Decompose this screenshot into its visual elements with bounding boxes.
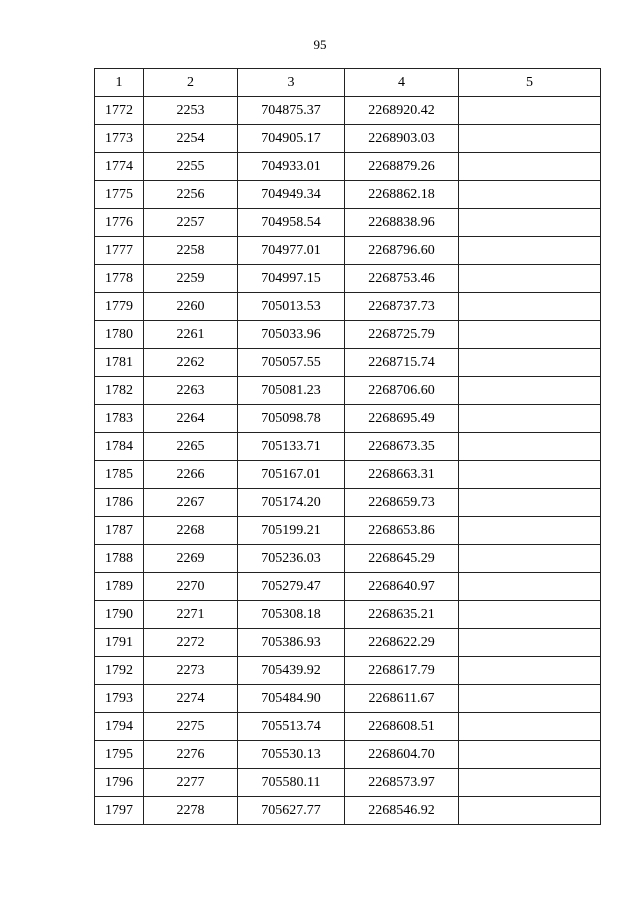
note-cell xyxy=(459,237,601,265)
point-number-cell: 2266 xyxy=(144,461,238,489)
table-row xyxy=(95,517,601,545)
y-coordinate-cell: 2268862.18 xyxy=(345,181,459,209)
x-coordinate-cell: 705199.21 xyxy=(238,517,345,545)
point-number-cell: 2275 xyxy=(144,713,238,741)
x-coordinate-cell: 705308.18 xyxy=(238,601,345,629)
table-row xyxy=(95,461,601,489)
y-coordinate-cell: 2268753.46 xyxy=(345,265,459,293)
row-number-cell: 1792 xyxy=(95,657,144,685)
note-cell xyxy=(459,125,601,153)
note-cell xyxy=(459,377,601,405)
y-coordinate-cell: 2268573.97 xyxy=(345,769,459,797)
row-number-cell: 1785 xyxy=(95,461,144,489)
row-number-cell: 1794 xyxy=(95,713,144,741)
note-cell xyxy=(459,797,601,825)
table-header-row xyxy=(95,69,601,97)
x-coordinate-cell: 704977.01 xyxy=(238,237,345,265)
note-cell xyxy=(459,741,601,769)
y-coordinate-cell: 2268645.29 xyxy=(345,545,459,573)
row-number-cell: 1789 xyxy=(95,573,144,601)
point-number-cell: 2262 xyxy=(144,349,238,377)
table-row xyxy=(95,657,601,685)
note-cell xyxy=(459,293,601,321)
x-coordinate-cell: 705386.93 xyxy=(238,629,345,657)
row-number-cell: 1783 xyxy=(95,405,144,433)
column-header-1: 1 xyxy=(95,69,144,97)
y-coordinate-cell: 2268635.21 xyxy=(345,601,459,629)
row-number-cell: 1778 xyxy=(95,265,144,293)
note-cell xyxy=(459,461,601,489)
note-cell xyxy=(459,685,601,713)
row-number-cell: 1790 xyxy=(95,601,144,629)
table-row xyxy=(95,601,601,629)
table-row xyxy=(95,321,601,349)
row-number-cell: 1775 xyxy=(95,181,144,209)
row-number-cell: 1773 xyxy=(95,125,144,153)
table-row xyxy=(95,629,601,657)
note-cell xyxy=(459,209,601,237)
point-number-cell: 2268 xyxy=(144,517,238,545)
y-coordinate-cell: 2268608.51 xyxy=(345,713,459,741)
y-coordinate-cell: 2268659.73 xyxy=(345,489,459,517)
table-row xyxy=(95,685,601,713)
x-coordinate-cell: 704997.15 xyxy=(238,265,345,293)
note-cell xyxy=(459,489,601,517)
row-number-cell: 1787 xyxy=(95,517,144,545)
column-header-3: 3 xyxy=(238,69,345,97)
row-number-cell: 1777 xyxy=(95,237,144,265)
x-coordinate-cell: 704875.37 xyxy=(238,97,345,125)
table-row xyxy=(95,797,601,825)
x-coordinate-cell: 705098.78 xyxy=(238,405,345,433)
row-number-cell: 1795 xyxy=(95,741,144,769)
x-coordinate-cell: 705167.01 xyxy=(238,461,345,489)
row-number-cell: 1772 xyxy=(95,97,144,125)
x-coordinate-cell: 705580.11 xyxy=(238,769,345,797)
point-number-cell: 2253 xyxy=(144,97,238,125)
table-row xyxy=(95,377,601,405)
note-cell xyxy=(459,181,601,209)
table-row xyxy=(95,125,601,153)
row-number-cell: 1784 xyxy=(95,433,144,461)
y-coordinate-cell: 2268737.73 xyxy=(345,293,459,321)
point-number-cell: 2270 xyxy=(144,573,238,601)
x-coordinate-cell: 705627.77 xyxy=(238,797,345,825)
note-cell xyxy=(459,573,601,601)
row-number-cell: 1781 xyxy=(95,349,144,377)
note-cell xyxy=(459,657,601,685)
point-number-cell: 2274 xyxy=(144,685,238,713)
note-cell xyxy=(459,713,601,741)
row-number-cell: 1782 xyxy=(95,377,144,405)
x-coordinate-cell: 705439.92 xyxy=(238,657,345,685)
x-coordinate-cell: 705279.47 xyxy=(238,573,345,601)
row-number-cell: 1779 xyxy=(95,293,144,321)
table-row xyxy=(95,349,601,377)
row-number-cell: 1776 xyxy=(95,209,144,237)
point-number-cell: 2276 xyxy=(144,741,238,769)
point-number-cell: 2264 xyxy=(144,405,238,433)
row-number-cell: 1780 xyxy=(95,321,144,349)
x-coordinate-cell: 705033.96 xyxy=(238,321,345,349)
point-number-cell: 2273 xyxy=(144,657,238,685)
y-coordinate-cell: 2268622.29 xyxy=(345,629,459,657)
y-coordinate-cell: 2268695.49 xyxy=(345,405,459,433)
y-coordinate-cell: 2268725.79 xyxy=(345,321,459,349)
note-cell xyxy=(459,601,601,629)
note-cell xyxy=(459,629,601,657)
x-coordinate-cell: 705013.53 xyxy=(238,293,345,321)
table-row xyxy=(95,405,601,433)
column-header-5: 5 xyxy=(459,69,601,97)
y-coordinate-cell: 2268604.70 xyxy=(345,741,459,769)
table-row xyxy=(95,209,601,237)
x-coordinate-cell: 705513.74 xyxy=(238,713,345,741)
point-number-cell: 2256 xyxy=(144,181,238,209)
point-number-cell: 2263 xyxy=(144,377,238,405)
x-coordinate-cell: 705057.55 xyxy=(238,349,345,377)
note-cell xyxy=(459,517,601,545)
y-coordinate-cell: 2268546.92 xyxy=(345,797,459,825)
point-number-cell: 2271 xyxy=(144,601,238,629)
point-number-cell: 2255 xyxy=(144,153,238,181)
row-number-cell: 1796 xyxy=(95,769,144,797)
x-coordinate-cell: 705236.03 xyxy=(238,545,345,573)
note-cell xyxy=(459,349,601,377)
row-number-cell: 1793 xyxy=(95,685,144,713)
column-header-2: 2 xyxy=(144,69,238,97)
table-row xyxy=(95,293,601,321)
table-row xyxy=(95,741,601,769)
table-row xyxy=(95,573,601,601)
table-row xyxy=(95,97,601,125)
y-coordinate-cell: 2268706.60 xyxy=(345,377,459,405)
x-coordinate-cell: 705081.23 xyxy=(238,377,345,405)
point-number-cell: 2277 xyxy=(144,769,238,797)
page-number: 95 xyxy=(313,37,327,52)
point-number-cell: 2267 xyxy=(144,489,238,517)
table-row xyxy=(95,265,601,293)
note-cell xyxy=(459,265,601,293)
note-cell xyxy=(459,153,601,181)
note-cell xyxy=(459,321,601,349)
x-coordinate-cell: 705133.71 xyxy=(238,433,345,461)
point-number-cell: 2257 xyxy=(144,209,238,237)
note-cell xyxy=(459,433,601,461)
note-cell xyxy=(459,545,601,573)
y-coordinate-cell: 2268611.67 xyxy=(345,685,459,713)
y-coordinate-cell: 2268838.96 xyxy=(345,209,459,237)
x-coordinate-cell: 705530.13 xyxy=(238,741,345,769)
table-row xyxy=(95,237,601,265)
point-number-cell: 2269 xyxy=(144,545,238,573)
note-cell xyxy=(459,405,601,433)
y-coordinate-cell: 2268663.31 xyxy=(345,461,459,489)
y-coordinate-cell: 2268617.79 xyxy=(345,657,459,685)
point-number-cell: 2261 xyxy=(144,321,238,349)
y-coordinate-cell: 2268673.35 xyxy=(345,433,459,461)
table-row xyxy=(95,545,601,573)
table-row xyxy=(95,433,601,461)
y-coordinate-cell: 2268903.03 xyxy=(345,125,459,153)
point-number-cell: 2265 xyxy=(144,433,238,461)
row-number-cell: 1797 xyxy=(95,797,144,825)
column-header-4: 4 xyxy=(345,69,459,97)
note-cell xyxy=(459,769,601,797)
table-row xyxy=(95,713,601,741)
point-number-cell: 2272 xyxy=(144,629,238,657)
table-row xyxy=(95,181,601,209)
row-number-cell: 1788 xyxy=(95,545,144,573)
x-coordinate-cell: 704905.17 xyxy=(238,125,345,153)
coordinates-table xyxy=(94,68,601,825)
point-number-cell: 2258 xyxy=(144,237,238,265)
point-number-cell: 2254 xyxy=(144,125,238,153)
point-number-cell: 2260 xyxy=(144,293,238,321)
x-coordinate-cell: 704933.01 xyxy=(238,153,345,181)
note-cell xyxy=(459,97,601,125)
point-number-cell: 2278 xyxy=(144,797,238,825)
row-number-cell: 1774 xyxy=(95,153,144,181)
y-coordinate-cell: 2268715.74 xyxy=(345,349,459,377)
y-coordinate-cell: 2268640.97 xyxy=(345,573,459,601)
table-row xyxy=(95,489,601,517)
y-coordinate-cell: 2268879.26 xyxy=(345,153,459,181)
y-coordinate-cell: 2268920.42 xyxy=(345,97,459,125)
table-row xyxy=(95,769,601,797)
row-number-cell: 1791 xyxy=(95,629,144,657)
x-coordinate-cell: 704958.54 xyxy=(238,209,345,237)
y-coordinate-cell: 2268796.60 xyxy=(345,237,459,265)
table-body xyxy=(95,69,601,825)
y-coordinate-cell: 2268653.86 xyxy=(345,517,459,545)
table-row xyxy=(95,153,601,181)
x-coordinate-cell: 705174.20 xyxy=(238,489,345,517)
point-number-cell: 2259 xyxy=(144,265,238,293)
x-coordinate-cell: 705484.90 xyxy=(238,685,345,713)
x-coordinate-cell: 704949.34 xyxy=(238,181,345,209)
row-number-cell: 1786 xyxy=(95,489,144,517)
